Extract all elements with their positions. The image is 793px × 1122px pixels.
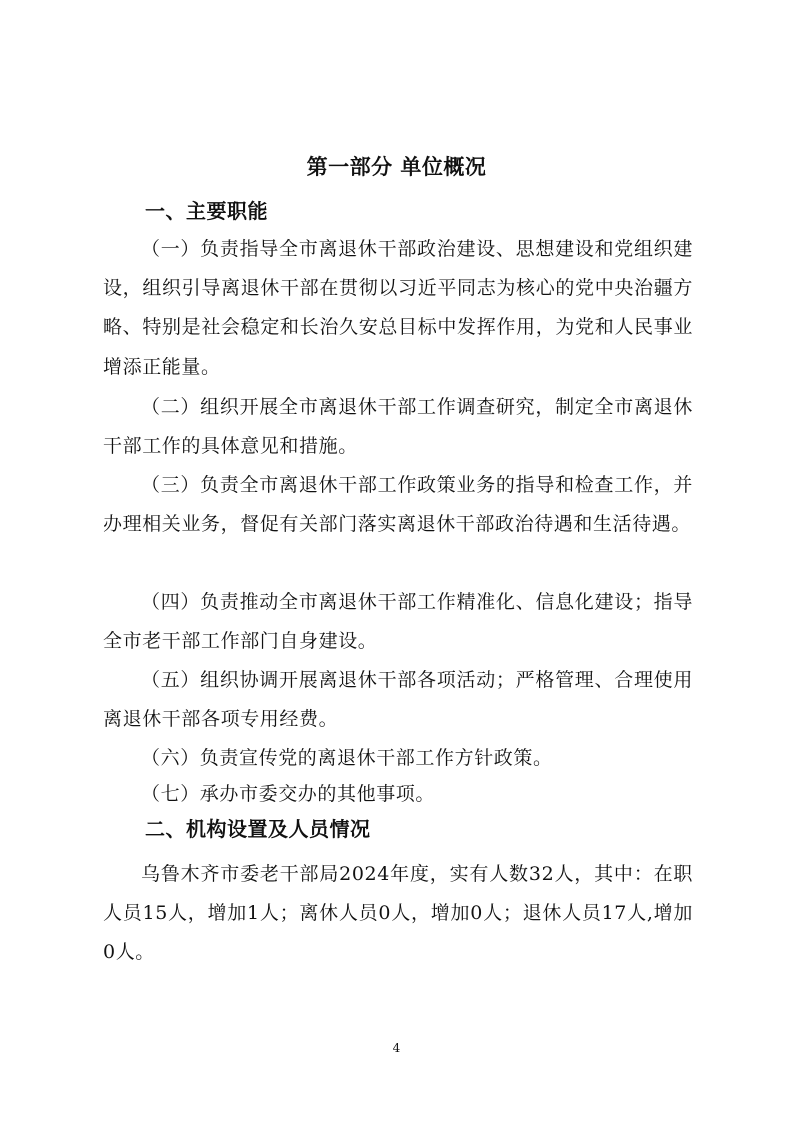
function-paragraph-2: （二）组织开展全市离退休干部工作调查研究，制定全市离退休干部工作的具体意见和措施。 [103, 396, 693, 458]
function-paragraph-6: （六）负责宣传党的离退休干部工作方针政策。 [141, 747, 553, 769]
section-heading-organization-staffing: 二、机构设置及人员情况 [145, 817, 371, 841]
function-paragraph-7: （七）承办市委交办的其他事项。 [141, 783, 436, 805]
function-paragraph-1: （一）负责指导全市离退休干部政治建设、思想建设和党组织建设，组织引导离退休干部在贯彻以习近平同志为核心的党中央治疆方略、特别是社会稳定和长治久安总目标中发挥作用，为党和人民事业增添正能量。 [103, 238, 693, 378]
page-number: 4 [392, 1041, 401, 1055]
function-paragraph-3: （三）负责全市离退休干部工作政策业务的指导和检查工作，并办理相关业务，督促有关部门落实离退休干部政治待遇和生活待遇。 [103, 474, 693, 536]
staffing-paragraph: 乌鲁木齐市委老干部局2024年度，实有人数32人，其中：在职人员15人，增加1人；离休人员0人，增加0人；退休人员17人,增加0人。 [103, 863, 693, 964]
section-heading-main-functions: 一、主要职能 [145, 199, 268, 223]
part-title: 第一部分 单位概况 [306, 155, 487, 179]
function-paragraph-4: （四）负责推动全市离退休干部工作精准化、信息化建设；指导全市老干部工作部门自身建设。 [103, 591, 693, 653]
function-paragraph-5: （五）组织协调开展离退休干部各项活动；严格管理、合理使用离退休干部各项专用经费。 [103, 669, 693, 731]
